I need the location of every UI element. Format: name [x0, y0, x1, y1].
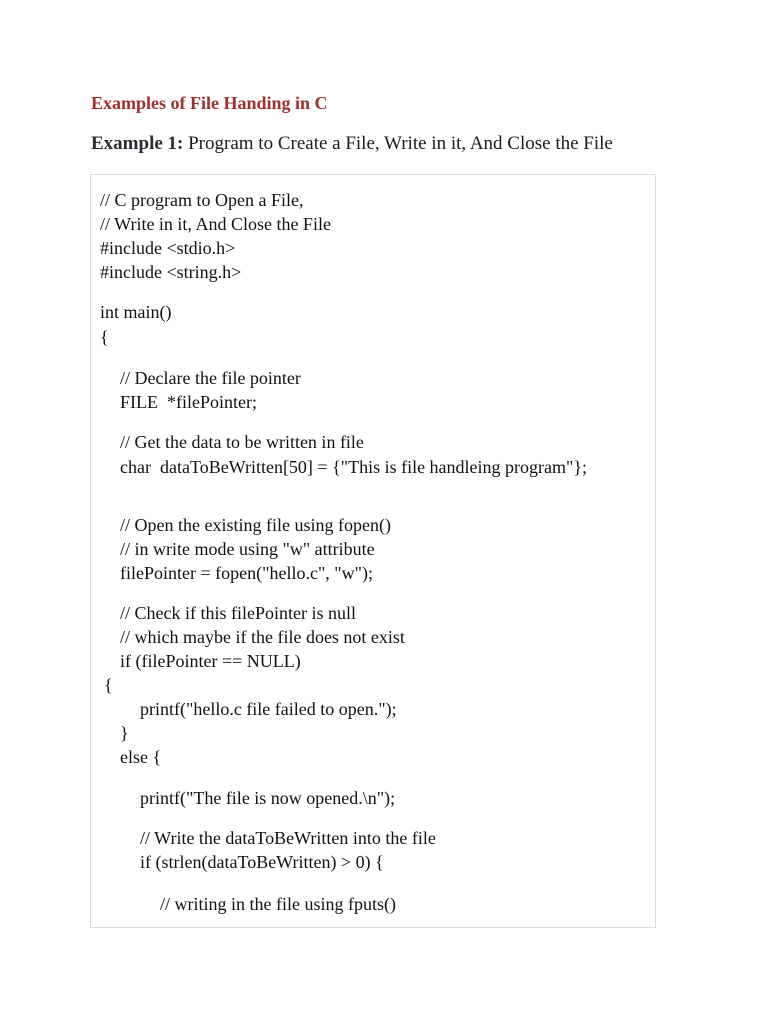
- code-line: // in write mode using "w" attribute: [120, 539, 375, 559]
- code-line: char dataToBeWritten[50] = {"This is file handleing program"};: [120, 457, 588, 477]
- code-line: filePointer = fopen("hello.c", "w");: [120, 563, 373, 583]
- code-line: }: [120, 723, 129, 743]
- example-description: Program to Create a File, Write in it, And Close the File: [188, 133, 613, 154]
- section-heading: Examples of File Handing in C: [91, 93, 328, 113]
- code-line: // Open the existing file using fopen(): [120, 515, 391, 535]
- code-line: printf("The file is now opened.\n");: [140, 788, 396, 808]
- code-line: printf("hello.c file failed to open.");: [140, 699, 397, 719]
- code-line: // Declare the file pointer: [120, 368, 301, 388]
- code-line: // Get the data to be written in file: [120, 432, 364, 452]
- code-line: // Check if this filePointer is null: [120, 603, 356, 623]
- code-line: #include <string.h>: [100, 262, 242, 282]
- code-line: {: [104, 675, 113, 695]
- code-line: // C program to Open a File,: [100, 190, 304, 210]
- code-block: [90, 174, 656, 928]
- code-line: if (filePointer == NULL): [120, 651, 301, 671]
- code-line: if (strlen(dataToBeWritten) > 0) {: [140, 852, 384, 872]
- code-line: // writing in the file using fputs(): [160, 894, 396, 914]
- code-line: #include <stdio.h>: [100, 238, 236, 258]
- code-line: {: [100, 327, 109, 347]
- example-label: Example 1:: [91, 133, 184, 154]
- code-line: // Write in it, And Close the File: [100, 214, 331, 234]
- code-line: FILE *filePointer;: [120, 392, 257, 412]
- code-line: // which maybe if the file does not exist: [120, 627, 405, 647]
- example-title: [91, 133, 613, 155]
- code-line: int main(): [100, 302, 172, 322]
- code-line: // Write the dataToBeWritten into the file: [140, 828, 436, 848]
- code-line: else {: [120, 747, 162, 767]
